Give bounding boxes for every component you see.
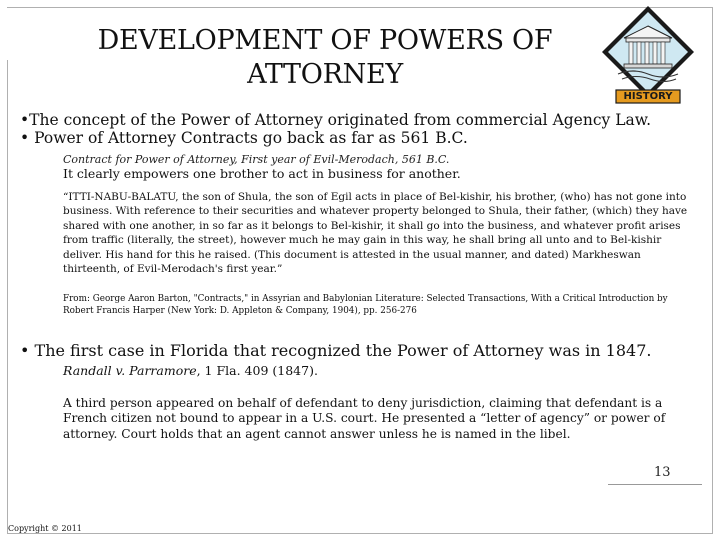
source-citation: From: George Aaron Barton, "Contracts," in Assyrian and Babylonian Literature: Selected Transactions, With a Critical Introduction by Robert Francis Harper (New York: D. Appleton & Company, 1904), pp. 256-276 xyxy=(63,294,668,316)
contract-quote: “ITTI-NABU-BALATU, the son of Shula, the son of Egil acts in place of Bel-kishir, his brother, (who) has not gone into business. With reference to their securities and whatever property belonged to Shula, their father, (which) they have shared with one another, in so far as it belongs to Bel-kishir, it shall go into the business, and whatever profit arises from traffic (literally, the street), however much he may gain in this way, he shall bring all unto and to Bel-kishir deliver. His hand for this he raised. (This document is attested in the usual manner, and dated) Markheswan thirteenth, of Evil-Merodach's first year.” xyxy=(63,191,688,276)
contract-summary: It clearly empowers one brother to act in business for another. xyxy=(63,166,461,181)
bullet-561-bc: • Power of Attorney Contracts go back as far as 561 B.C. xyxy=(20,129,468,147)
slide-border-left xyxy=(7,60,8,533)
history-temple-icon xyxy=(598,4,698,104)
page-number-rule xyxy=(608,484,702,485)
bullet-agency-law: •The concept of the Power of Attorney originated from commercial Agency Law. xyxy=(20,111,652,129)
slide-border-right xyxy=(712,7,713,533)
slide-border-bottom xyxy=(7,533,713,534)
slide-title: DEVELOPMENT OF POWERS OF ATTORNEY xyxy=(97,25,553,90)
bullet-florida-case: • The first case in Florida that recognized the Power of Attorney was in 1847. xyxy=(20,341,652,360)
case-reporter: , 1 Fla. 409 (1847). xyxy=(196,363,318,378)
history-logo-label: HISTORY xyxy=(623,91,673,102)
copyright-notice: Copyright © 2011 xyxy=(8,524,82,533)
case-description: A third person appeared on behalf of defendant to deny jurisdiction, claiming that defendant is a French citizen not bound to appear in a U.S. court. He presented a “letter of agency” or power of attorney. Court holds that an agent cannot answer unless he is named in the libel. xyxy=(63,396,666,441)
history-logo xyxy=(598,4,698,104)
page-number: 13 xyxy=(654,465,671,480)
case-citation xyxy=(63,363,318,378)
case-name: Randall v. Parramore xyxy=(63,363,197,378)
contract-caption: Contract for Power of Attorney, First year of Evil-Merodach, 561 B.C. xyxy=(63,153,450,166)
